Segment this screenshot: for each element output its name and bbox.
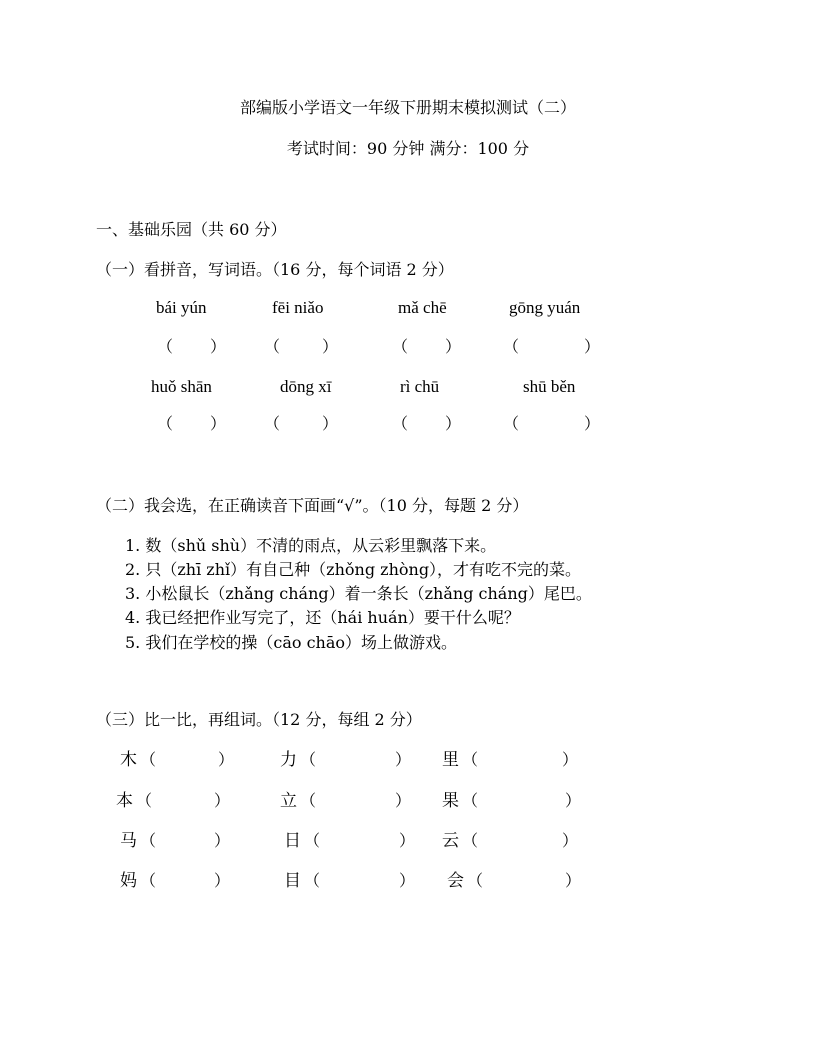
compare-char: 力 — [280, 750, 297, 770]
compare-char: 妈 — [120, 871, 137, 891]
answer-blank-open: （ — [140, 831, 157, 850]
answer-blank-open: （ — [264, 337, 281, 356]
pinyin-huo-shan: huǒ shān — [151, 377, 212, 396]
pinyin-gong-yuan: gōng yuán — [509, 298, 581, 317]
compare-char: 马 — [120, 831, 137, 851]
answer-blank-close: ） — [214, 791, 231, 810]
pinyin-ma-che: mǎ chē — [398, 298, 447, 317]
answer-blank-open: （ — [157, 337, 174, 356]
answer-blank-open: （ — [503, 337, 520, 356]
answer-blank-close: ） — [445, 337, 462, 356]
answer-blank-close: ） — [562, 831, 579, 850]
question-item: 3. 小松鼠长（zhǎng cháng）着一条长（zhǎng cháng）尾巴。 — [125, 584, 592, 603]
answer-blank-close: ） — [214, 871, 231, 890]
compare-char: 日 — [284, 831, 301, 851]
answer-blank-close: ） — [565, 791, 582, 810]
question-item: 2. 只（zhī zhǐ）有自己种（zhǒng zhòng），才有吃不完的菜。 — [125, 560, 582, 579]
answer-blank-close: ） — [214, 831, 231, 850]
answer-blank-open: （ — [140, 750, 157, 769]
part1-instruction: （一）看拼音，写词语。（16 分，每个词语 2 分） — [96, 260, 454, 279]
question-item: 5. 我们在学校的操（cāo chāo）场上做游戏。 — [125, 633, 458, 652]
answer-blank-open: （ — [300, 750, 317, 769]
compare-char: 木 — [120, 750, 137, 770]
pinyin-dong-xi: dōng xī — [280, 377, 332, 396]
pinyin-fei-niao: fēi niǎo — [272, 298, 324, 317]
compare-char: 立 — [280, 791, 297, 811]
answer-blank-open: （ — [462, 831, 479, 850]
answer-blank-open: （ — [300, 791, 317, 810]
answer-blank-open: （ — [140, 871, 157, 890]
answer-blank-close: ） — [395, 791, 412, 810]
answer-blank-open: （ — [264, 414, 281, 433]
question-item: 4. 我已经把作业写完了，还（hái huán）要干什么呢？ — [125, 608, 520, 627]
answer-blank-open: （ — [392, 337, 409, 356]
answer-blank-open: （ — [304, 871, 321, 890]
answer-blank-open: （ — [136, 791, 153, 810]
pinyin-shu-ben: shū běn — [523, 377, 576, 396]
answer-blank-open: （ — [462, 750, 479, 769]
pinyin-bai-yun: bái yún — [156, 298, 207, 317]
answer-blank-open: （ — [304, 831, 321, 850]
answer-blank-close: ） — [218, 750, 235, 769]
compare-char: 果 — [442, 791, 459, 811]
answer-blank-close: ） — [210, 337, 227, 356]
answer-blank-close: ） — [395, 750, 412, 769]
answer-blank-close: ） — [322, 337, 339, 356]
exam-info: 考试时间：90 分钟 满分：100 分 — [286, 139, 530, 158]
pinyin-ri-chu: rì chū — [400, 377, 440, 396]
answer-blank-close: ） — [562, 750, 579, 769]
answer-blank-open: （ — [503, 414, 520, 433]
answer-blank-close: ） — [565, 871, 582, 890]
answer-blank-close: ） — [445, 414, 462, 433]
compare-char: 会 — [447, 871, 464, 891]
part3-instruction: （三）比一比，再组词。（12 分，每组 2 分） — [96, 710, 422, 729]
answer-blank-open: （ — [462, 791, 479, 810]
compare-char: 本 — [116, 791, 133, 811]
question-item: 1. 数（shǔ shù）不清的雨点，从云彩里飘落下来。 — [125, 536, 497, 555]
answer-blank-close: ） — [584, 414, 601, 433]
answer-blank-open: （ — [392, 414, 409, 433]
compare-char: 里 — [442, 750, 459, 770]
compare-char: 目 — [284, 871, 301, 891]
answer-blank-open: （ — [467, 871, 484, 890]
answer-blank-open: （ — [157, 414, 174, 433]
answer-blank-close: ） — [210, 414, 227, 433]
answer-blank-close: ） — [399, 831, 416, 850]
answer-blank-close: ） — [584, 337, 601, 356]
section-heading: 一、基础乐园（共 60 分） — [96, 220, 287, 239]
answer-blank-close: ） — [399, 871, 416, 890]
part2-instruction: （二）我会选，在正确读音下面画“√”。（10 分，每题 2 分） — [96, 496, 529, 515]
answer-blank-close: ） — [322, 414, 339, 433]
compare-char: 云 — [442, 831, 459, 851]
page-title: 部编版小学语文一年级下册期末模拟测试（二） — [239, 98, 576, 117]
